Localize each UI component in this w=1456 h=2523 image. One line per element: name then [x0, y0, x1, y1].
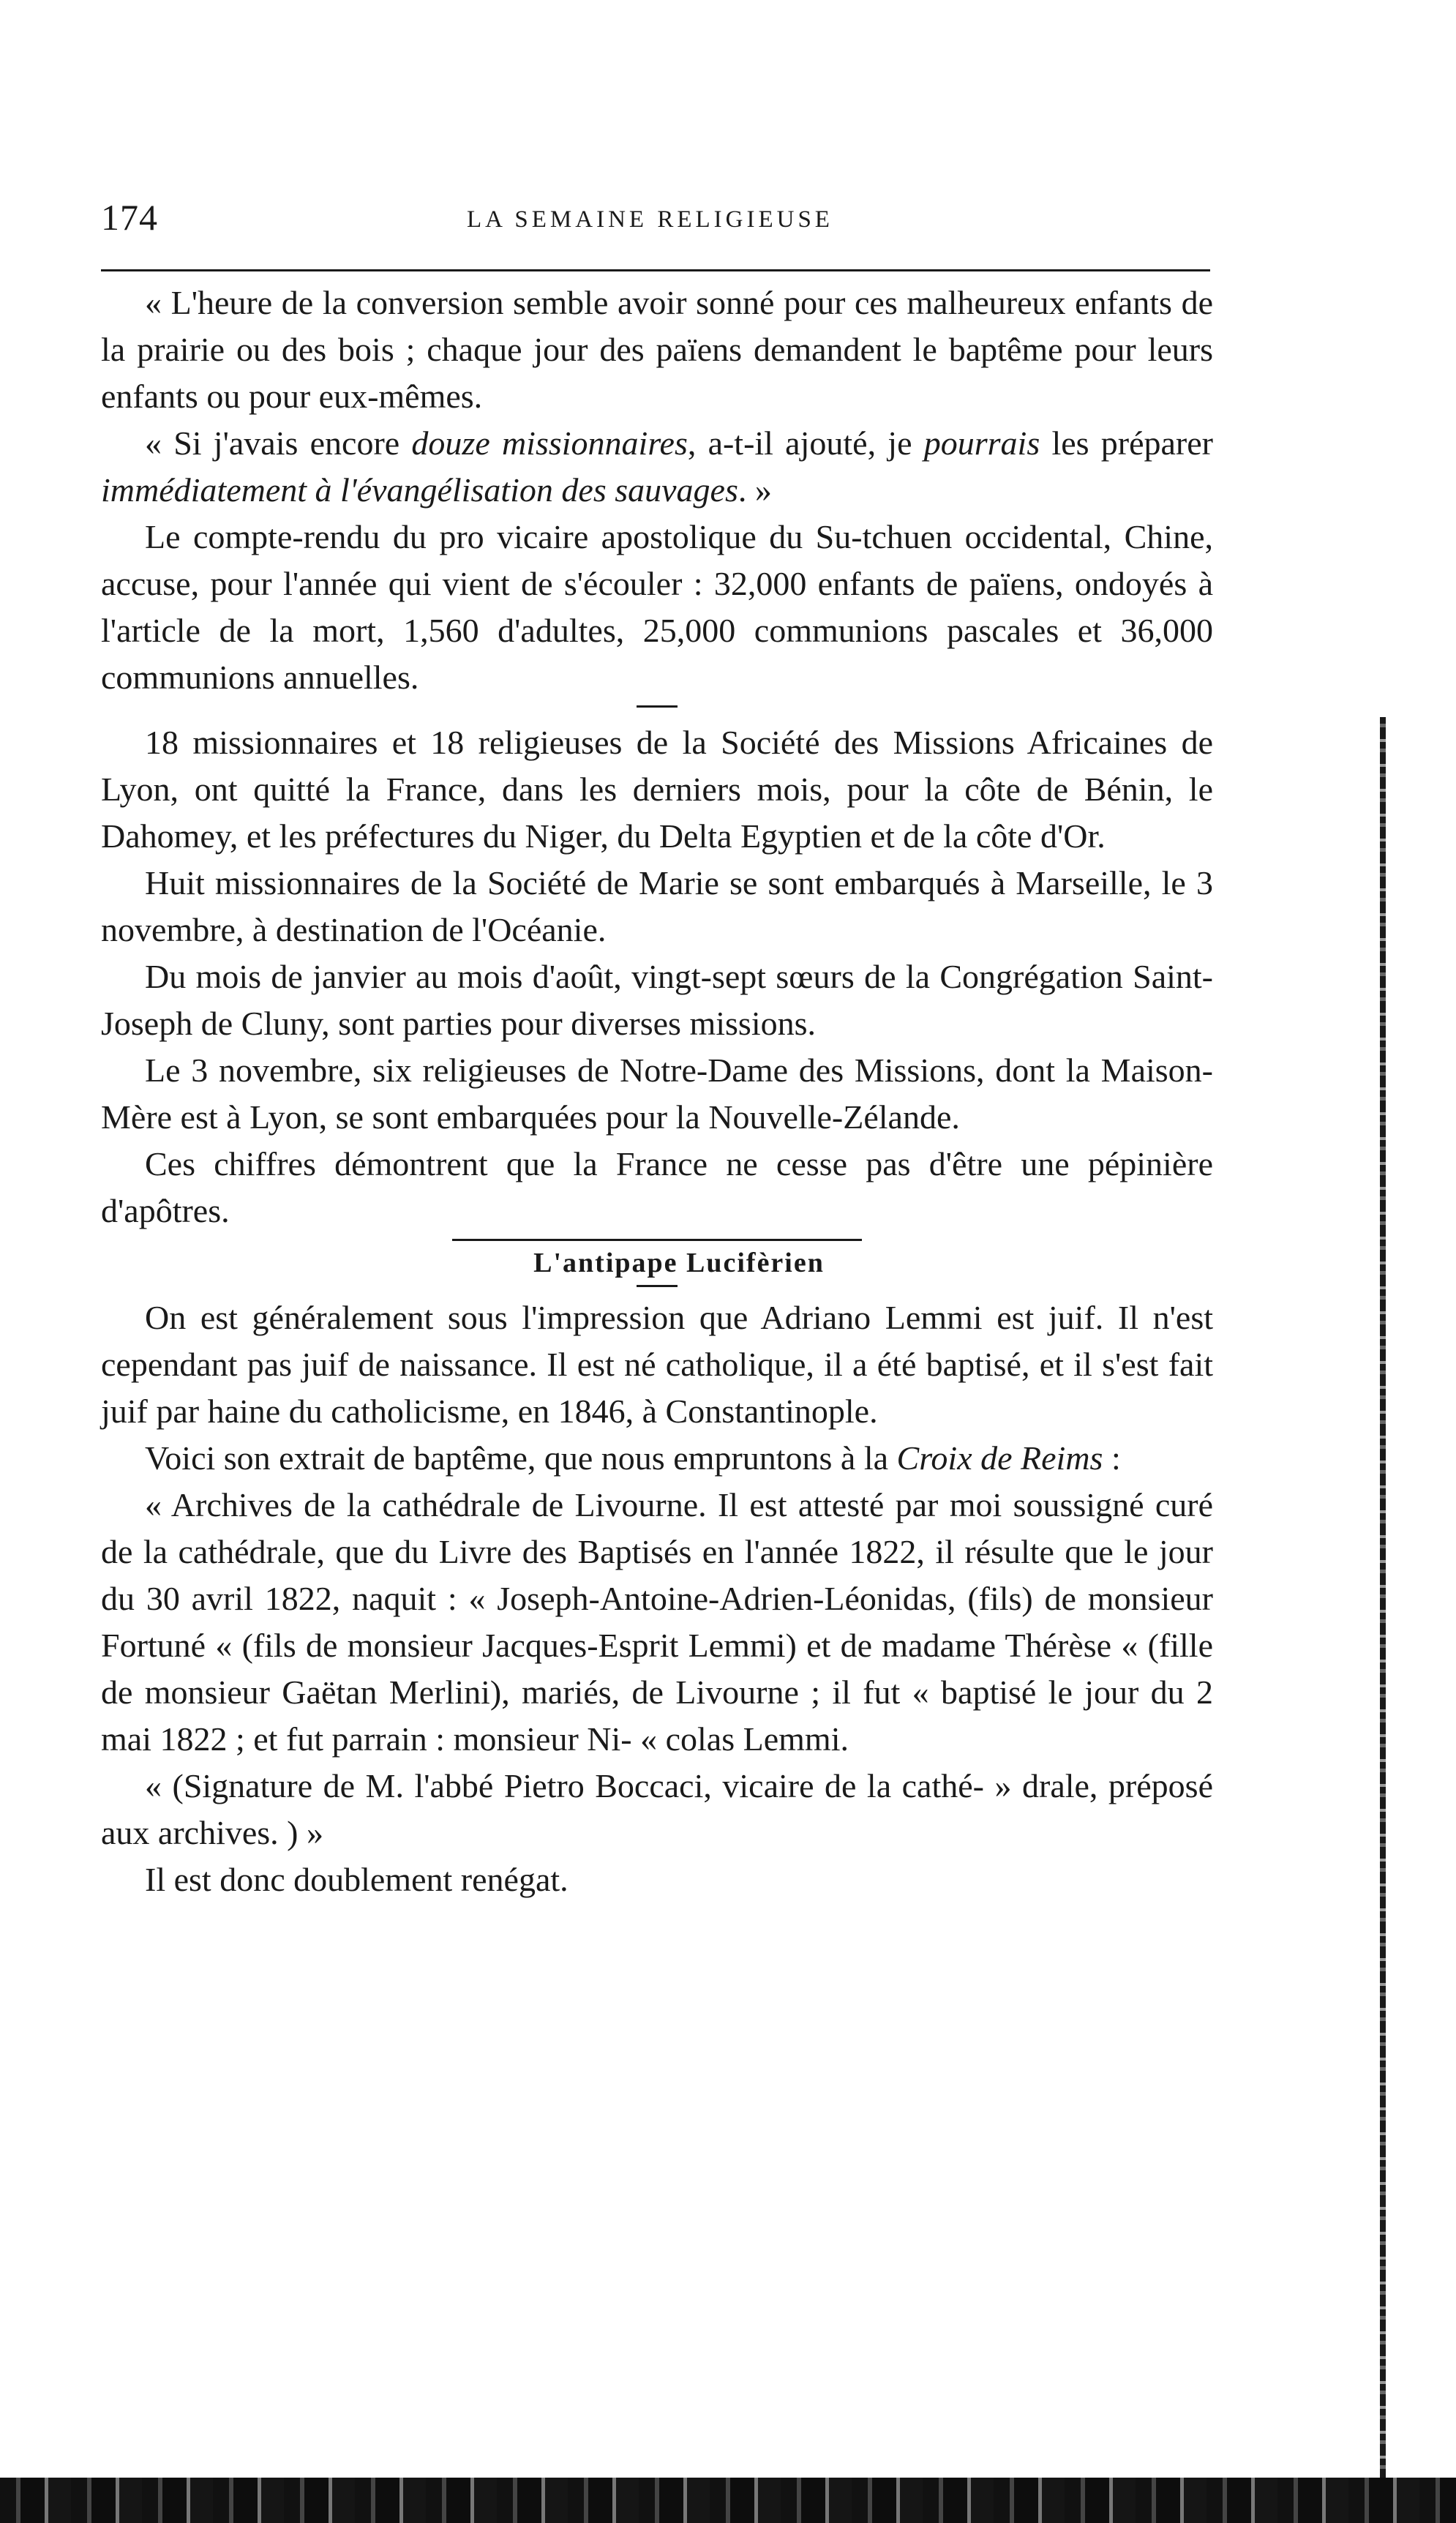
paragraph: « L'heure de la conversion semble avoir sonné pour ces malheureux enfants de la prairie ou des bois ; chaque jour des païens demandent le baptême pour leurs enfants ou pour eux-mêmes.: [101, 284, 1213, 415]
text-run: les: [1040, 424, 1101, 462]
text-run: , a-t-il ajouté, je: [687, 424, 924, 462]
paragraph: Du mois de janvier au mois d'août, vingt-sept sœurs de la Congrégation Saint-Joseph de Cluny, sont parties pour diverses missions.: [101, 958, 1213, 1042]
running-title: LA SEMAINE RELIGIEUSE: [467, 206, 833, 233]
emphasis: pourrais: [923, 424, 1040, 462]
paragraph: Le compte-rendu du pro vicaire apostolique du Su-tchuen occidental, Chine, accuse, pour l'année qui vient de s'écouler : 32,000 enfants de païens, ondoyés à l'article de la mort, 1,560 d'adultes, 25,000 communions pascales et 36,000 communions annuelles.: [101, 518, 1213, 696]
paragraph: Huit missionnaires de la Société de Marie se sont embarqués à Marseille, le 3 novembre, à destination de l'Océanie.: [101, 864, 1213, 948]
paragraph: On est généralement sous l'impression que Adriano Lemmi est juif. Il n'est cependant pas juif de naissance. Il est né catholique, il a été baptisé, et il s'est fait juif par haine du catholicisme, en 1846, à Constantinople.: [101, 1299, 1213, 1430]
paragraph: Ces chiffres démontrent que la France ne cesse pas d'être une pépinière d'apôtres.: [101, 1145, 1213, 1229]
text-run: :: [1103, 1439, 1121, 1477]
paragraph: « Archives de la cathédrale de Livourne. Il est attesté par moi soussigné curé de la cathédrale, que du Livre des Baptisés en l'année 1822, il résulte que le jour du 30 avril 1822, naquit : « Joseph-Antoine-Adrien-Léonidas, (fils) de monsieur Fortuné « (fils de monsieur Jacques-Esprit Lemmi) et de madame Thérèse « (fille de monsieur Gaëtan Merlini), mariés, de Livourne ; il fut « baptisé le jour du 2 mai 1822 ; et fut parrain : monsieur Ni- « colas Lemmi.: [101, 1486, 1213, 1758]
separator-dash: [637, 705, 678, 713]
paragraph: [101, 1435, 1213, 1482]
scan-edge-shadow: [1380, 717, 1386, 2481]
paragraph: [101, 420, 1213, 514]
page-header: [101, 196, 1198, 240]
header-rule: [101, 269, 1210, 271]
scan-bottom-edge: [0, 2478, 1456, 2523]
text-run: . »: [738, 471, 772, 509]
separator-dash: [637, 1285, 678, 1292]
paragraph: Le 3 novembre, six religieuses de Notre-Dame des Missions, dont la Maison-Mère est à Lyon, se sont embarquées pour la Nouvelle-Zélande.: [101, 1051, 1213, 1136]
emphasis: douze missionnaires: [411, 424, 688, 462]
paragraph: 18 missionnaires et 18 religieuses de la Société des Missions Africaines de Lyon, ont quitté la France, dans les derniers mois, pour la côte de Bénin, le Dahomey, et les préfectures du Niger, du Delta Egyptien et de la côte d'Or.: [101, 724, 1213, 855]
article-body: [101, 280, 1213, 1903]
text-run: Voici son extrait de baptême, que nous empruntons à la: [145, 1439, 897, 1477]
emphasis: immédiatement à l'évangélisation des sauvages: [101, 471, 738, 509]
emphasis: Croix de Reims: [896, 1439, 1103, 1477]
text-run: préparer: [1100, 424, 1213, 462]
paragraph: « (Signature de M. l'abbé Pietro Boccaci, vicaire de la cathé- » drale, préposé aux archives. ) »: [101, 1767, 1213, 1851]
paragraph: Il est donc doublement renégat.: [145, 1861, 568, 1898]
text-run: « Si j'avais encore: [145, 424, 412, 462]
page-number: 174: [101, 197, 158, 238]
section-title: L'antipape Lucifèrien: [533, 1248, 825, 1278]
